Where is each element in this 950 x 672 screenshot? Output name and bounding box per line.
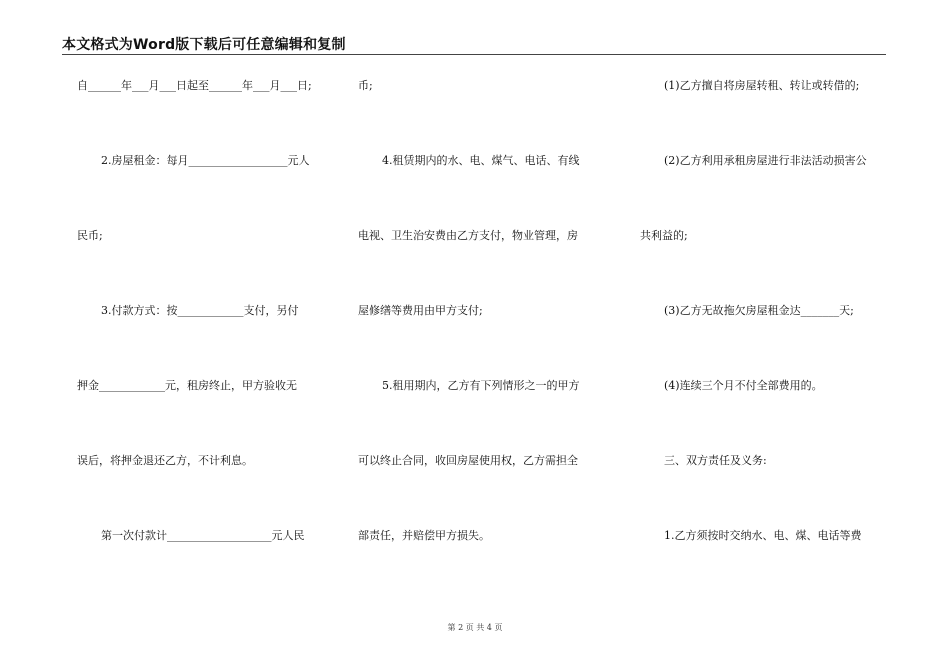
text-line: (3)乙方无故拖欠房屋租金达_______天;	[664, 304, 854, 317]
text-line: 可以终止合同，收回房屋使用权，乙方需担全	[358, 454, 578, 467]
text-line: (2)乙方利用承租房屋进行非法活动损害公	[664, 154, 867, 167]
text-line: 3.付款方式：按____________支付，另付	[101, 304, 299, 317]
page-number: 第 2 页 共 4 页	[447, 623, 503, 632]
text-line: (4)连续三个月不付全部费用的。	[664, 379, 823, 392]
text-line: 三、双方责任及义务:	[664, 454, 767, 467]
text-line: 民币;	[77, 229, 103, 242]
text-line: 4.租赁期内的水、电、煤气、电话、有线	[382, 154, 580, 167]
text-line: 第一次付款计___________________元人民	[101, 529, 305, 542]
text-line: 屋修缮等费用由甲方支付;	[358, 304, 483, 317]
text-line: 部责任，并赔偿甲方损失。	[358, 529, 490, 542]
text-line: 5.租用期内，乙方有下列情形之一的甲方	[382, 379, 580, 392]
text-line: 共利益的;	[640, 229, 688, 242]
header-title: 本文格式为Word版下载后可任意编辑和复制	[62, 37, 346, 53]
text-line: 押金____________元，租房终止，甲方验收无	[77, 379, 297, 392]
page-header	[62, 34, 886, 55]
text-line: 1.乙方须按时交纳水、电、煤、电话等费	[664, 529, 862, 542]
text-line: 币;	[358, 79, 373, 92]
text-line: 2.房屋租金：每月__________________元人	[101, 154, 310, 167]
text-line: 电视、卫生治安费由乙方支付，物业管理，房	[358, 229, 578, 242]
text-line: (1)乙方擅自将房屋转租、转让或转借的;	[664, 79, 860, 92]
text-line: 自______年___月___日起至______年___月___日;	[77, 79, 312, 92]
text-line: 误后，将押金退还乙方，不计利息。	[77, 454, 253, 467]
